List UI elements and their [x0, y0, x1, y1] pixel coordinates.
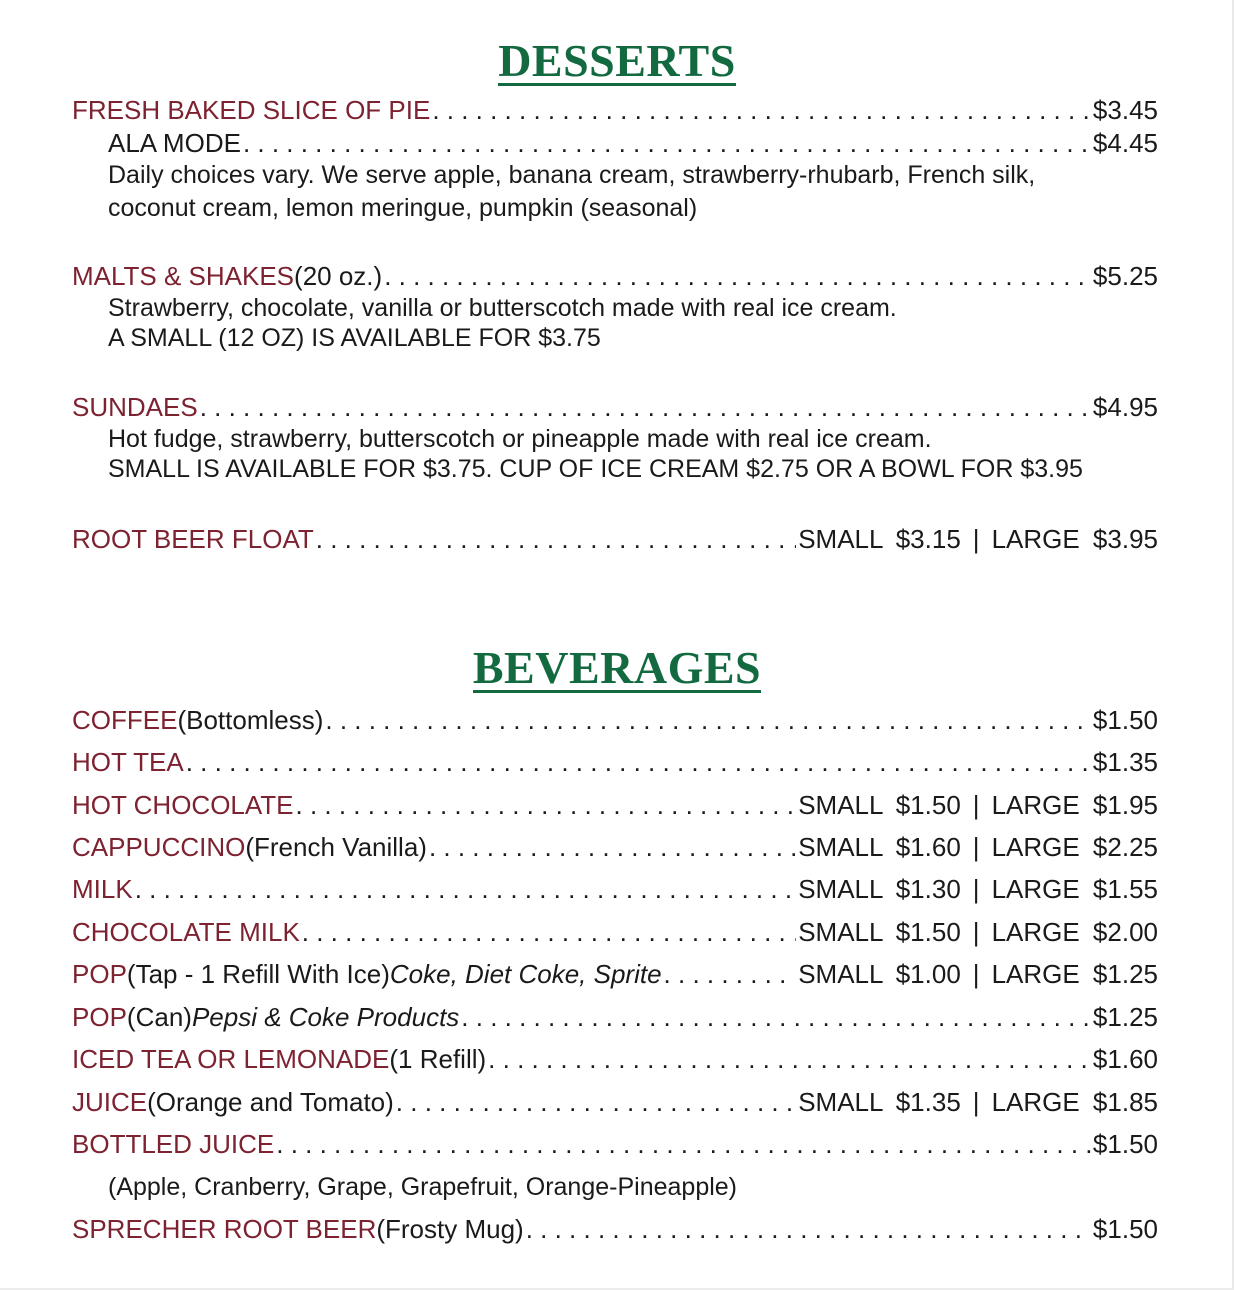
menu-item-juice: [72, 1086, 1158, 1118]
item-description: Daily choices vary. We serve apple, banana cream, strawberry-rhubarb, French silk,: [108, 161, 1036, 189]
item-note: (Tap - 1 Refill With Ice): [126, 959, 390, 989]
leader-dots: [296, 789, 797, 821]
item-name: HOT CHOCOLATE: [72, 790, 294, 820]
menu-item-ala-mode: [108, 127, 1158, 159]
item-name: POP: [72, 959, 127, 989]
item-name: SUNDAES: [72, 392, 198, 422]
large-price: LARGE $2.00: [991, 917, 1158, 947]
leader-dots: [186, 746, 1091, 778]
menu-item-bottled-juice: [72, 1128, 1158, 1160]
item-name: JUICE: [72, 1087, 148, 1117]
item-name: FRESH BAKED SLICE OF PIE: [72, 95, 431, 125]
item-price: $5.25: [1092, 261, 1158, 291]
price-separator: |: [972, 959, 980, 989]
small-price: SMALL $1.50: [798, 790, 961, 820]
large-price: LARGE $1.55: [991, 874, 1158, 904]
small-price: SMALL $1.60: [798, 832, 961, 862]
item-description: A SMALL (12 OZ) IS AVAILABLE FOR $3.75: [108, 324, 601, 352]
item-name: ROOT BEER FLOAT: [72, 524, 314, 554]
item-name: ICED TEA OR LEMONADE: [72, 1044, 390, 1074]
item-price: $1.50: [1092, 705, 1158, 735]
leader-dots: [325, 704, 1091, 736]
leader-dots: [432, 94, 1091, 126]
price-separator: |: [972, 917, 980, 947]
item-description: Hot fudge, strawberry, butterscotch or pineapple made with real ice cream.: [108, 425, 932, 453]
price-separator: |: [972, 1087, 980, 1117]
size-prices: [798, 789, 1158, 821]
leader-dots: [243, 127, 1091, 159]
menu-item-pop-can: [72, 1001, 1158, 1033]
menu-item-hot-tea: [72, 746, 1158, 778]
leader-dots: [302, 916, 796, 948]
leader-dots: [429, 831, 796, 863]
leader-dots: [526, 1213, 1091, 1245]
leader-dots: [316, 523, 796, 555]
item-note: (20 oz.): [294, 261, 383, 291]
leader-dots: [461, 1001, 1091, 1033]
item-price: $3.45: [1092, 95, 1158, 125]
small-price: SMALL $1.00: [798, 959, 961, 989]
size-prices: [798, 916, 1158, 948]
menu-item-coffee: [72, 704, 1158, 736]
menu-item-sprecher: [72, 1213, 1158, 1245]
item-name: BOTTLED JUICE: [72, 1129, 275, 1159]
menu-item-malts: [72, 260, 1158, 292]
item-price: $4.95: [1092, 392, 1158, 422]
small-price: SMALL $1.30: [798, 874, 961, 904]
leader-dots: [488, 1043, 1091, 1075]
menu-item-pop-tap: [72, 958, 1158, 990]
menu-item-sundaes: [72, 391, 1158, 423]
menu-item-hot-chocolate: [72, 789, 1158, 821]
item-description: SMALL IS AVAILABLE FOR $3.75. CUP OF ICE CREAM $2.75 OR A BOWL FOR $3.95: [108, 455, 1083, 483]
item-note: (Orange and Tomato): [147, 1087, 394, 1117]
price-separator: |: [972, 790, 980, 820]
small-price: SMALL $1.50: [798, 917, 961, 947]
item-note: (1 Refill): [389, 1044, 487, 1074]
small-price: SMALL $3.15: [798, 524, 961, 554]
large-price: LARGE $1.25: [991, 959, 1158, 989]
item-name: ALA MODE: [108, 128, 241, 158]
item-price: $1.25: [1092, 1002, 1158, 1032]
leader-dots: [135, 873, 797, 905]
item-name: SPRECHER ROOT BEER: [72, 1214, 377, 1244]
item-name: HOT TEA: [72, 747, 184, 777]
menu-item-chocolate-milk: [72, 916, 1158, 948]
item-price: $4.45: [1092, 128, 1158, 158]
size-prices: [798, 831, 1158, 863]
item-note: (Bottomless): [177, 705, 324, 735]
large-price: LARGE $2.25: [991, 832, 1158, 862]
large-price: LARGE $1.85: [991, 1087, 1158, 1117]
item-name: POP: [72, 1002, 127, 1032]
item-note: (French Vanilla): [245, 832, 427, 862]
item-name: COFFEE: [72, 705, 178, 735]
leader-dots: [664, 958, 797, 990]
price-separator: |: [972, 832, 980, 862]
price-separator: |: [972, 874, 980, 904]
price-separator: |: [972, 524, 980, 554]
leader-dots: [276, 1128, 1091, 1160]
item-price: $1.35: [1092, 747, 1158, 777]
leader-dots: [200, 391, 1091, 423]
leader-dots: [396, 1086, 796, 1118]
large-price: LARGE $3.95: [991, 524, 1158, 554]
item-price: $1.50: [1092, 1214, 1158, 1244]
item-brands: Pepsi & Coke Products: [191, 1002, 460, 1032]
size-prices: [798, 1086, 1158, 1118]
item-note: (Can): [126, 1002, 192, 1032]
menu-item-cappuccino: [72, 831, 1158, 863]
item-name: MILK: [72, 874, 133, 904]
item-name: MALTS & SHAKES: [72, 261, 295, 291]
item-description: coconut cream, lemon meringue, pumpkin (seasonal): [108, 194, 698, 222]
menu-item-pie: [72, 94, 1158, 126]
size-prices: [798, 873, 1158, 905]
item-name: CAPPUCCINO: [72, 832, 246, 862]
leader-dots: [384, 260, 1091, 292]
item-description: Strawberry, chocolate, vanilla or butterscotch made with real ice cream.: [108, 294, 897, 322]
item-name: CHOCOLATE MILK: [72, 917, 300, 947]
desserts-heading: DESSERTS: [498, 35, 736, 86]
size-prices: [798, 958, 1158, 990]
size-prices: [798, 523, 1158, 555]
menu-item-iced-tea: [72, 1043, 1158, 1075]
item-brands: Coke, Diet Coke, Sprite: [389, 959, 662, 989]
item-description: (Apple, Cranberry, Grape, Grapefruit, Orange-Pineapple): [108, 1173, 738, 1201]
item-price: $1.50: [1092, 1129, 1158, 1159]
large-price: LARGE $1.95: [991, 790, 1158, 820]
item-note: (Frosty Mug): [376, 1214, 524, 1244]
menu-item-root-beer-float: [72, 523, 1158, 555]
menu-item-milk: [72, 873, 1158, 905]
small-price: SMALL $1.35: [798, 1087, 961, 1117]
item-price: $1.60: [1092, 1044, 1158, 1074]
beverages-heading: BEVERAGES: [472, 642, 762, 693]
